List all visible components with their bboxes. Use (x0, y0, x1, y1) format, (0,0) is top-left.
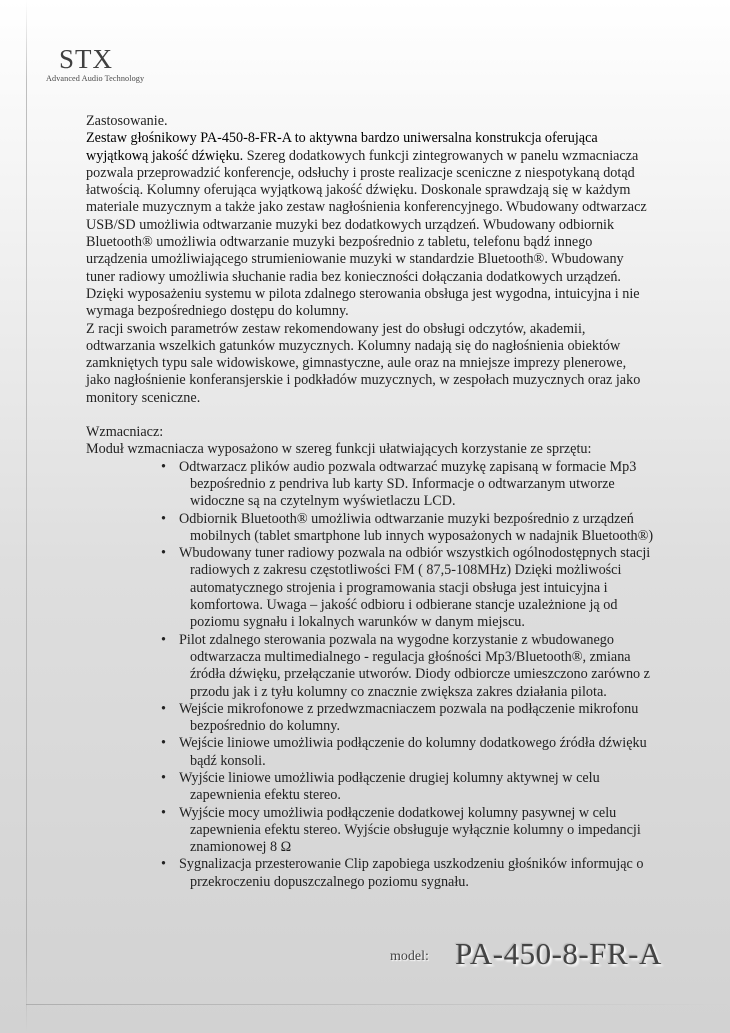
bullet-icon: • (161, 769, 166, 786)
body-line: monitory sceniczne. (86, 389, 201, 406)
model-name: PA-450-8-FR-A (455, 936, 662, 971)
feature-line: odtwarzacza multimedialnego - regulacja głośności Mp3/Bluetooth®, zmiana (190, 648, 631, 665)
amplifier-intro: Moduł wzmacniacza wyposażono w szereg funkcji ułatwiających korzystanie ze sprzętu: (86, 441, 592, 458)
feature-item (161, 735, 706, 770)
feature-item (161, 631, 706, 701)
body-line: Z racji swoich parametrów zestaw rekomendowany jest do obsługi odczytów, akademii, (86, 320, 586, 337)
feature-item (161, 458, 706, 511)
feature-line: poziomu sygnału i lokalnych warunków w danym miejscu. (190, 614, 525, 631)
application-heading: Zastosowanie. (86, 113, 168, 129)
feature-line: mobilnych (tablet smartphone lub innych wyposażonych w nadajnik Bluetooth®) (190, 527, 654, 544)
bullet-icon: • (161, 700, 166, 717)
body-line: Szereg dodatkowych funkcji zintegrowanych w panelu wzmacniacza (243, 147, 639, 164)
page-frame-horizontal-line (26, 1004, 730, 1005)
body-line: jako nagłośnienie konferansjerskie i podkładów muzycznych, w zespołach muzycznych oraz jako (86, 372, 641, 389)
body-line: tuner radiowy umożliwia słuchanie radia bez konieczności dołączania dodatkowych urządzeń. (86, 268, 621, 285)
feature-item (161, 804, 706, 857)
bullet-icon: • (161, 856, 166, 873)
feature-item (161, 700, 706, 736)
feature-line: źródła dźwięku, przełączanie utworów. Diody odbiorcze umieszczono zarówno z (190, 666, 650, 683)
body-line: Dzięki wyposażeniu systemu w pilota zdalnego sterowania obsługa jest wygodna, intuicyjna i nie (86, 285, 640, 302)
feature-line: Odbiornik Bluetooth® umożliwia odtwarzanie muzyki bezpośrednio z urządzeń (179, 510, 634, 527)
body-line: urządzenia umożliwiającego strumieniowanie muzyki w standardzie Bluetooth®. Wbudowany (86, 251, 624, 268)
feature-line: przodu jak i z tyłu kolumny co znacznie zwiększa zakres działania pilota. (190, 683, 607, 700)
page-frame-vertical-line (26, 0, 27, 1033)
feature-item (161, 856, 706, 891)
bullet-icon: • (161, 458, 166, 475)
feature-line: bezpośrednio z pendriva lub karty SD. Informacje o odtwarzanym utworze (190, 475, 615, 492)
feature-line: znamionowej 8 Ω (190, 839, 292, 856)
lead-line: Zestaw głośnikowy PA-450-8-FR-A to aktywna bardzo uniwersalna konstrukcja oferująca (86, 130, 598, 147)
feature-line: przekroczeniu dopuszczalnego poziomu sygnału. (190, 873, 469, 890)
feature-line: Wyjście liniowe umożliwia podłączenie drugiej kolumny aktywnej w celu (179, 769, 600, 786)
feature-item (161, 769, 706, 805)
section-spacer (86, 407, 706, 424)
feature-list (86, 459, 706, 891)
lead-line: wyjątkową jakość dźwięku. (86, 147, 244, 164)
feature-line: Wejście liniowe umożliwia podłączenie do kolumny dodatkowego źródła dźwięku (179, 735, 647, 752)
feature-line: widoczne są na czytelnym wyświetlaczu LCD. (190, 493, 456, 510)
body-line: Bluetooth® umożliwia odtwarzanie muzyki bezpośrednio z tabletu, telefonu bądź innego (86, 234, 593, 251)
feature-line: Wbudowany tuner radiowy pozwala na odbiór wszystkich ogólnodostępnych stacji (179, 545, 651, 562)
bullet-icon: • (161, 545, 166, 562)
bullet-icon: • (161, 510, 166, 527)
body-line: wymaga bezpośredniego dostępu do kolumny. (86, 303, 349, 320)
body-line: odtwarzania wszelkich gatunków muzycznych. Kolumny nadają się do nagłośnienia obiektów (86, 337, 621, 354)
feature-line: Pilot zdalnego sterowania pozwala na wygodne korzystanie z wbudowanego (179, 631, 614, 648)
feature-line: Wyjście mocy umożliwia podłączenie dodatkowej kolumny pasywnej w celu (179, 804, 617, 821)
feature-line: Wejście mikrofonowe z przedwzmacniaczem pozwala na podłączenie mikrofonu (179, 700, 639, 717)
feature-item (161, 510, 706, 546)
feature-line: zapewnienia efektu stereo. Wyjście obsługuje wyłącznie kolumny o impedancji (190, 821, 641, 838)
body-line: pozwala przeprowadzić konferencje, odsłuchy i proste realizacje sceniczne z niespotykaną dotąd (86, 164, 635, 181)
feature-line: bezpośrednio do kolumny. (190, 718, 340, 735)
amplifier-heading: Wzmacniacz: (86, 424, 164, 441)
feature-line: bądź konsoli. (190, 752, 266, 769)
feature-line: Sygnalizacja przesterowanie Clip zapobiega uszkodzeniu głośników informując o (179, 856, 644, 873)
feature-line: radiowych z zakresu częstotliwości FM ( 87,5-108MHz) Dzięki możliwości (190, 562, 622, 579)
body-line: materiale muzycznym a także jako zestaw nagłośnienia konferencyjnego. Wbudowany odtwarzacz (86, 199, 647, 216)
feature-item (161, 545, 706, 631)
brand-tagline: Advanced Audio Technology (46, 74, 145, 83)
feature-line: Odtwarzacz plików audio pozwala odtwarzać muzykę zapisaną w formacie Mp3 (179, 458, 637, 475)
body-line: zamkniętych typu sale widowiskowe, gimnastyczne, aule oraz na mniejsze imprezy plenerowe, (86, 355, 627, 372)
brand-logo: STX (59, 44, 114, 74)
bullet-icon: • (161, 804, 166, 821)
model-label: model: (390, 949, 429, 964)
feature-line: komfortowa. Uwaga – jakość odbioru i odbierane stancje uzależnione ją od (190, 597, 618, 614)
feature-line: automatycznego strojenia i programowania stacji obsługa jest intuicyjna i (190, 579, 608, 596)
bullet-icon: • (161, 735, 166, 752)
document-body (86, 113, 706, 891)
body-line: łatwością. Kolumny oferująca wyjątkową jakość dźwięku. Doskonale sprawdzają się w każdym (86, 182, 631, 199)
application-paragraph (86, 130, 706, 407)
body-line: USB/SD umożliwia odtwarzanie muzyki bez dodatkowych urządzeń. Wbudowany odbiornik (86, 216, 615, 233)
bullet-icon: • (161, 631, 166, 648)
feature-line: zapewnienia efektu stereo. (190, 787, 341, 804)
